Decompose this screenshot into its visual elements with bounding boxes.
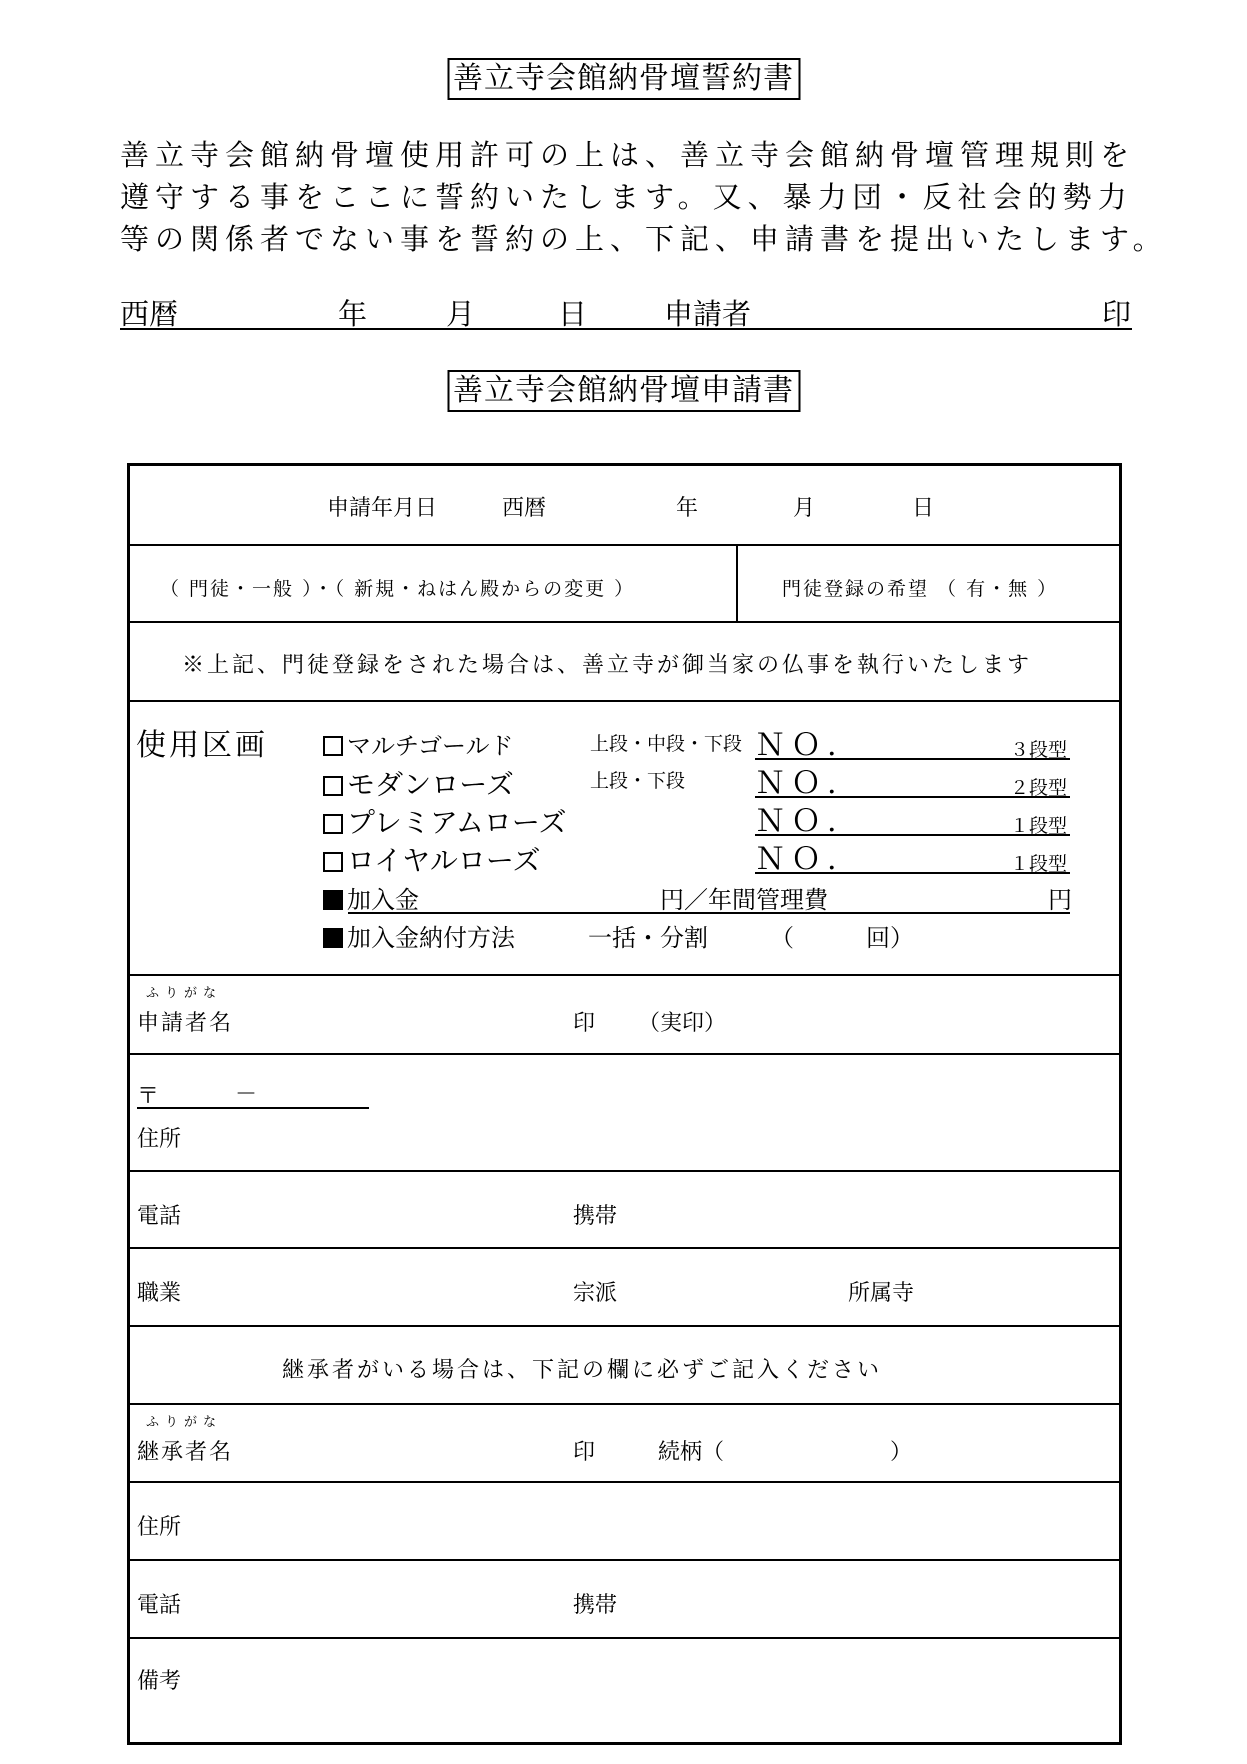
- filled-square-icon: [323, 890, 343, 910]
- signature-era: 西暦: [120, 297, 179, 331]
- checkbox-icon[interactable]: [323, 852, 343, 872]
- successor-mobile-label: 携帯: [573, 1593, 618, 1618]
- phone-row[interactable]: [130, 1172, 1119, 1249]
- option-multigold[interactable]: マルチゴールド: [323, 726, 514, 761]
- successor-phone-label: 電話: [137, 1593, 182, 1618]
- application-form: [127, 463, 1122, 1745]
- fee-yen-annual: 円／年間管理費: [660, 886, 828, 914]
- temple-label: 所属寺: [848, 1281, 915, 1306]
- date-label: 申請年月日: [327, 496, 438, 521]
- option-premiumrose[interactable]: プレミアムローズ: [323, 801, 567, 841]
- member-registration-choice[interactable]: 門徒登録の希望 （ 有・無 ）: [782, 578, 1059, 600]
- successor-address-label: 住所: [137, 1515, 182, 1540]
- successor-address-row[interactable]: [130, 1483, 1119, 1561]
- applicant-furigana: ふりがな: [146, 986, 223, 1001]
- date-row[interactable]: [130, 466, 1119, 546]
- address-label: 住所: [137, 1127, 182, 1152]
- date-year: 年: [676, 496, 699, 521]
- option-premiumrose-no: ＮＯ.: [755, 804, 843, 839]
- successor-name-row[interactable]: [130, 1405, 1119, 1483]
- filled-square-icon: [323, 928, 343, 948]
- payment-label: 加入金納付方法: [323, 918, 515, 953]
- signature-day: 日: [558, 297, 588, 331]
- note-text: ※上記、門徒登録をされた場合は、善立寺が御当家の仏事を執行いたします: [182, 653, 1033, 678]
- payment-times[interactable]: （ 回）: [770, 924, 914, 952]
- applicant-name-label: 申請者名: [137, 1011, 234, 1036]
- membership-choice[interactable]: （ 門徒・一般 ）・（ 新規・ねはん殿からの変更 ）: [160, 578, 636, 600]
- checkbox-icon[interactable]: [323, 776, 343, 796]
- signature-line[interactable]: [120, 292, 1132, 330]
- postal-code-field[interactable]: [137, 1107, 369, 1109]
- date-era: 西暦: [502, 496, 547, 521]
- mobile-label: 携帯: [573, 1204, 618, 1229]
- checkbox-icon[interactable]: [323, 814, 343, 834]
- checkbox-icon[interactable]: [323, 736, 343, 756]
- sect-label: 宗派: [573, 1281, 618, 1306]
- payment-method[interactable]: 一括・分割: [588, 924, 708, 952]
- option-multigold-tiers: 上段・中段・下段: [590, 733, 743, 755]
- address-row[interactable]: [130, 1055, 1119, 1172]
- option-premiumrose-type: １段型: [1010, 815, 1068, 837]
- signature-applicant-label: 申請者: [664, 297, 752, 331]
- successor-relation: 続柄（: [658, 1440, 725, 1465]
- option-royalrose[interactable]: ロイヤルローズ: [323, 839, 540, 879]
- successor-furigana: ふりがな: [146, 1415, 223, 1430]
- application-title: 善立寺会館納骨壇申請書: [447, 370, 800, 412]
- pledge-line-1: 善立寺会館納骨壇使用許可の上は、善立寺会館納骨壇管理規則を: [120, 138, 1136, 172]
- successor-seal: 印: [573, 1440, 596, 1465]
- pledge-line-2: 遵守する事をここに誓約いたします。又、暴力団・反社会的勢力: [120, 180, 1133, 214]
- date-month: 月: [793, 496, 816, 521]
- applicant-seal: 印: [573, 1011, 596, 1036]
- fee-field[interactable]: [348, 912, 1070, 914]
- option-multigold-type: ３段型: [1010, 739, 1068, 761]
- job-row[interactable]: [130, 1249, 1119, 1327]
- remarks-row[interactable]: [130, 1639, 1119, 1742]
- applicant-seal-note: （実印）: [638, 1011, 727, 1036]
- phone-label: 電話: [137, 1204, 182, 1229]
- signature-year: 年: [338, 297, 368, 331]
- option-multigold-no: ＮＯ.: [755, 728, 843, 763]
- successor-relation-end: ）: [890, 1440, 913, 1465]
- signature-month: 月: [446, 297, 476, 331]
- successor-name-label: 継承者名: [137, 1440, 234, 1465]
- signature-seal: 印: [1102, 297, 1132, 331]
- date-day: 日: [912, 496, 935, 521]
- remarks-label: 備考: [137, 1669, 182, 1694]
- option-royalrose-no-field[interactable]: [755, 872, 1070, 874]
- option-royalrose-no: ＮＯ.: [755, 842, 843, 877]
- option-royalrose-type: １段型: [1010, 853, 1068, 875]
- option-modernrose-tiers: 上段・下段: [590, 770, 686, 792]
- fee-yen: 円: [1048, 886, 1072, 914]
- option-modernrose[interactable]: モダンローズ: [323, 763, 514, 803]
- option-modernrose-no: ＮＯ.: [755, 766, 843, 801]
- pledge-line-3: 等の関係者でない事を誓約の上、下記、申請書を提出いたします。: [120, 222, 1168, 256]
- postal-dash: －: [235, 1082, 258, 1107]
- job-label: 職業: [137, 1281, 182, 1306]
- note-row: [130, 623, 1119, 702]
- option-modernrose-type: ２段型: [1010, 777, 1068, 799]
- postal-mark: 〒: [137, 1084, 160, 1109]
- section-row: [130, 702, 1119, 976]
- type-row-divider: [736, 546, 738, 621]
- section-label: 使用区画: [136, 728, 268, 763]
- successor-phone-row[interactable]: [130, 1561, 1119, 1639]
- successor-note: 継承者がいる場合は、下記の欄に必ずご記入ください: [282, 1358, 883, 1383]
- fee-label: 加入金: [323, 880, 419, 915]
- applicant-name-row[interactable]: [130, 976, 1119, 1055]
- successor-note-row: [130, 1327, 1119, 1405]
- pledge-title: 善立寺会館納骨壇誓約書: [447, 58, 800, 100]
- type-row: [130, 546, 1119, 623]
